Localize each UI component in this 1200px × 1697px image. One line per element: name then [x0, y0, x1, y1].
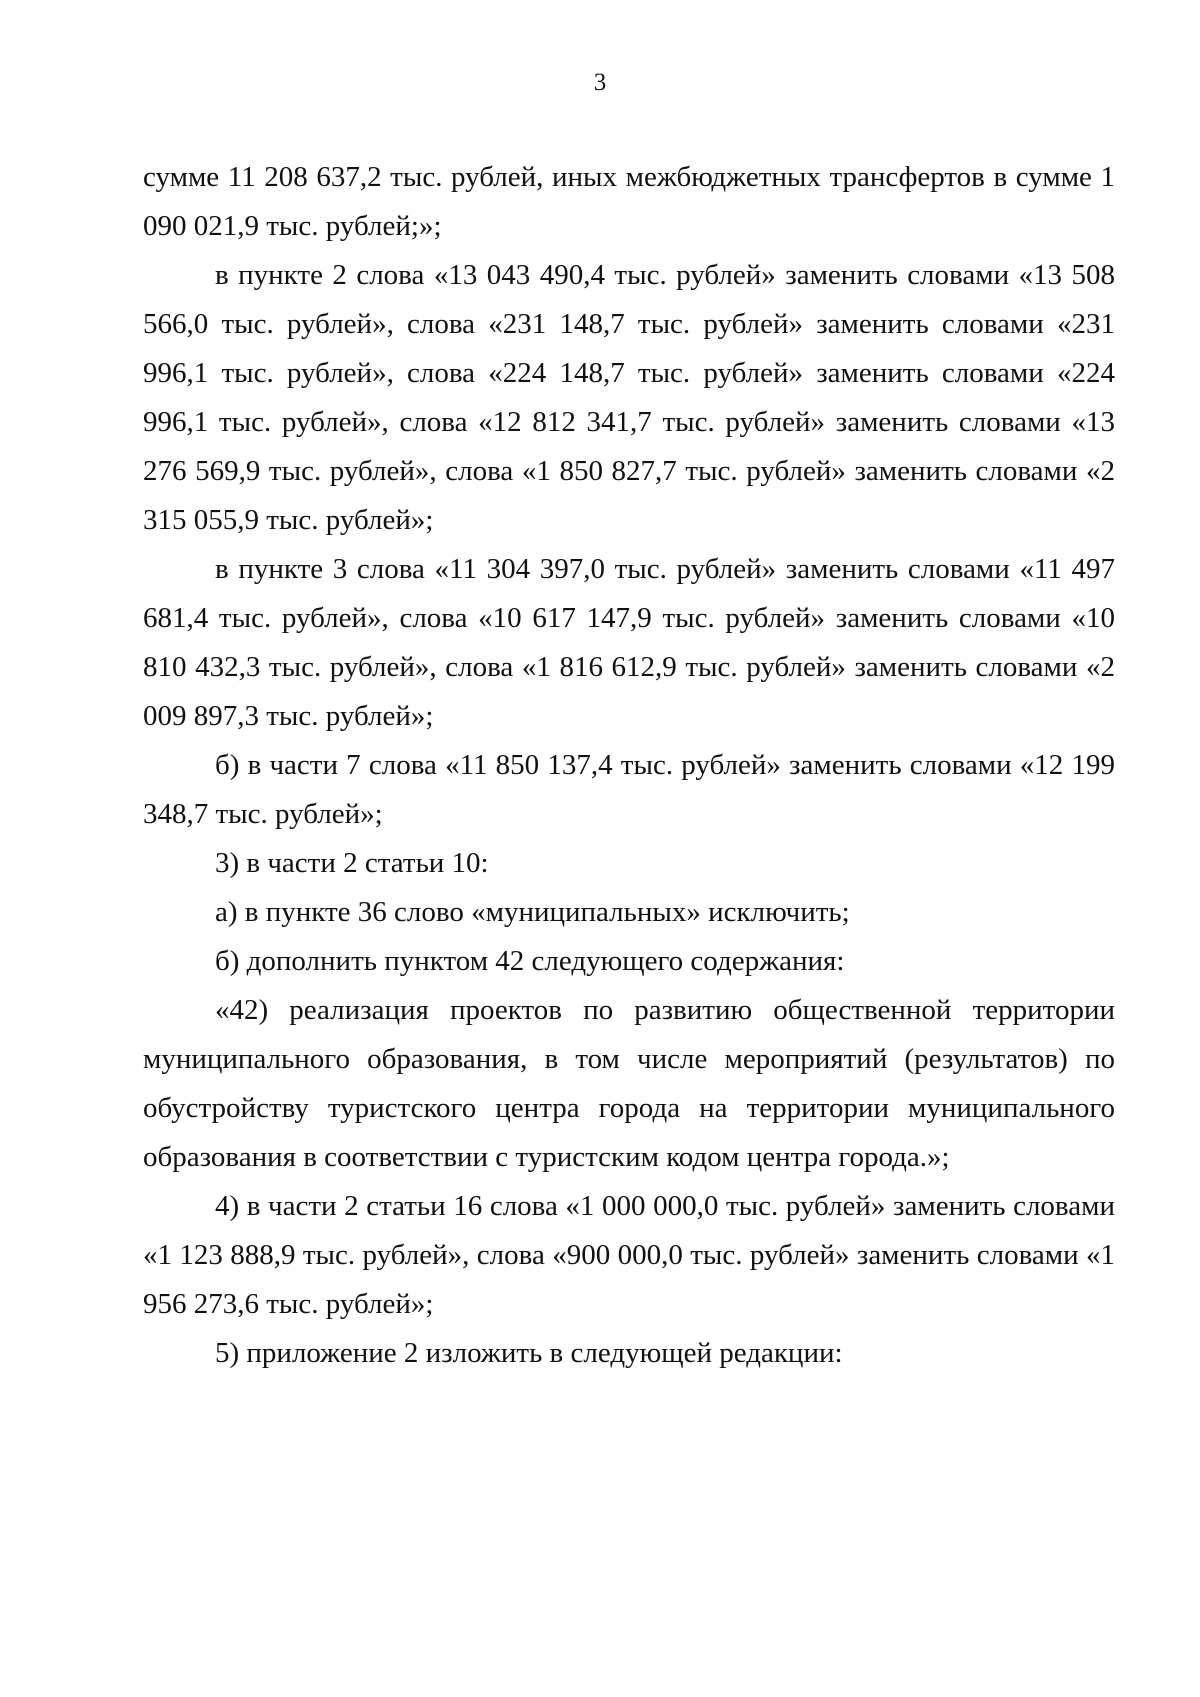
paragraph-article-10-part-2: 3) в части 2 статьи 10: — [215, 847, 489, 879]
paragraph-appendix-2-revision: 5) приложение 2 изложить в следующей редакции: — [215, 1337, 843, 1369]
page-number: 3 — [593, 69, 607, 96]
paragraph-budget-sum-continuation: сумме 11 208 637,2 тыс. рублей, иных межбюджетных трансфертов в сумме 1 090 021,9 тыс. рублей;»; — [143, 161, 1115, 242]
paragraph-add-item-42: б) дополнить пунктом 42 следующего содержания: — [215, 945, 845, 977]
paragraph-item-2-amendments: в пункте 2 слова «13 043 490,4 тыс. рублей» заменить словами «13 508 566,0 тыс. рублей», слова «231 148,7 тыс. рублей» заменить словами «231 996,1 тыс. рублей», слова «224 148,7 тыс. рублей» заменить словами «224 996,1 тыс. рублей», слова «12 812 341,7 тыс. рублей» заменить словами «13 276 569,9 тыс. рублей», слова «1 850 827,7 тыс. рублей» заменить словами «2 315 055,9 тыс. рублей»; — [143, 259, 1115, 536]
paragraph-item-36-exclusion: а) в пункте 36 слово «муниципальных» исключить; — [215, 896, 850, 928]
paragraph-article-16-amendment: 4) в части 2 статьи 16 слова «1 000 000,0 тыс. рублей» заменить словами «1 123 888,9 тыс. рублей», слова «900 000,0 тыс. рублей» заменить словами «1 956 273,6 тыс. рублей»; — [143, 1190, 1115, 1320]
paragraph-part-7-amendment: б) в части 7 слова «11 850 137,4 тыс. рублей» заменить словами «12 199 348,7 тыс. рублей»; — [143, 749, 1115, 830]
paragraph-item-42-text: «42) реализация проектов по развитию общественной территории муниципального образования, в том числе мероприятий (результатов) по обустройству туристского центра города на территории муниципального образования в соответствии с туристским кодом центра города.»; — [143, 994, 1115, 1173]
document-body — [143, 153, 1115, 1378]
paragraph-item-3-amendments: в пункте 3 слова «11 304 397,0 тыс. рублей» заменить словами «11 497 681,4 тыс. рублей», слова «10 617 147,9 тыс. рублей» заменить словами «10 810 432,3 тыс. рублей», слова «1 816 612,9 тыс. рублей» заменить словами «2 009 897,3 тыс. рублей»; — [143, 553, 1115, 732]
